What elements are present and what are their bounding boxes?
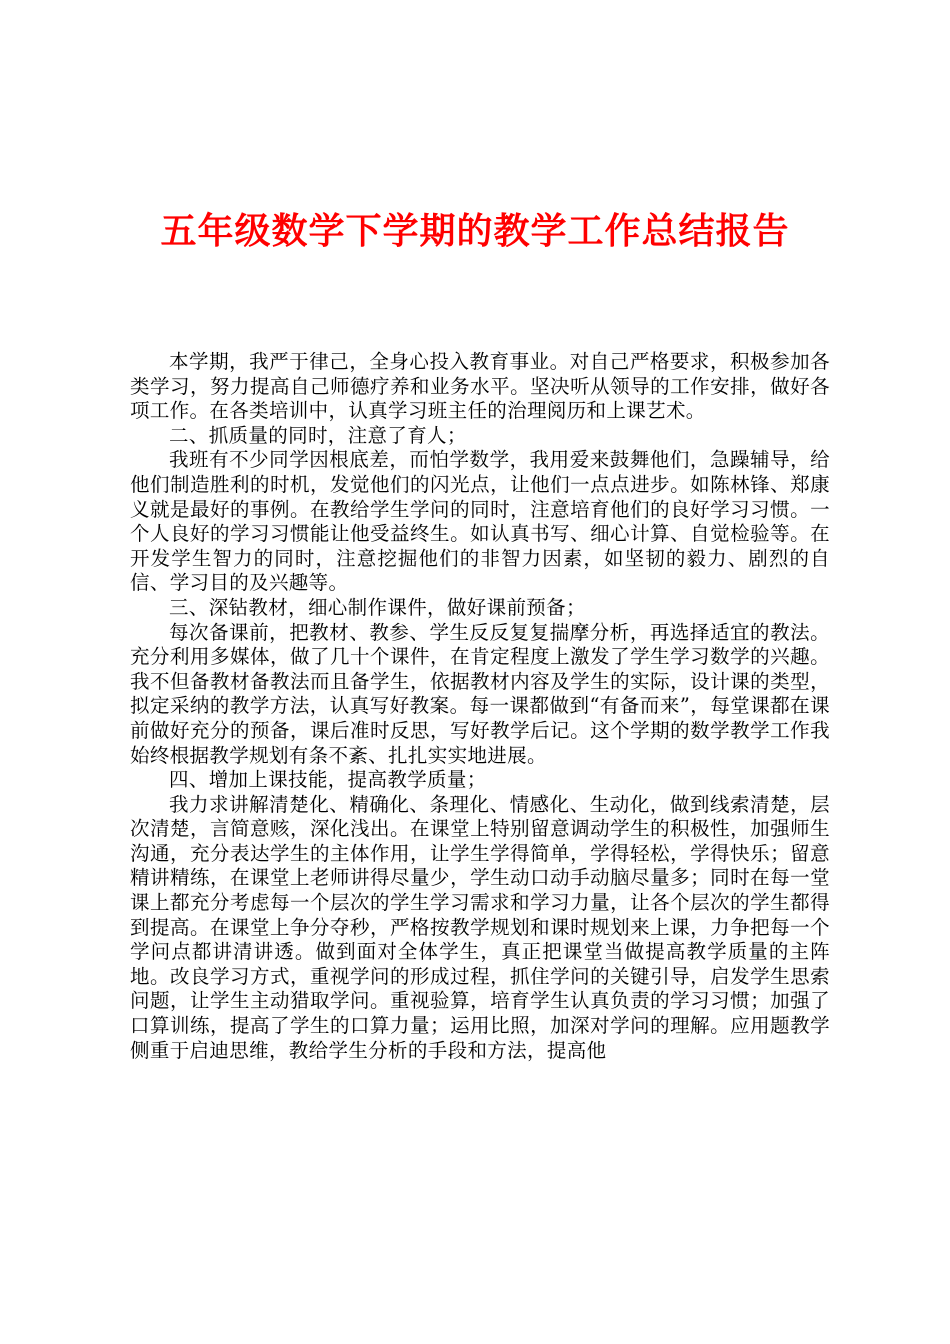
paragraph-section-3: 每次备课前，把教材、教参、学生反反复复揣摩分析，再选择适宜的教法。充分利用多媒体，做了几十个课件，在肯定程度上激发了学生学习数学的兴趣。我不但备教材备教法而且备学生，依据教材内容及学生的实际，设计课的类型，拟定采纳的教学方法，认真写好教案。每一课都做到“有备而来”，每堂课都在课前做好充分的预备，课后准时反思，写好教学后记。这个学期的数学教学工作我始终根据教学规划有条不紊、扎扎实实地进展。 — [130, 620, 830, 767]
document-body — [130, 350, 830, 1063]
paragraph-section-4: 我力求讲解清楚化、精确化、条理化、情感化、生动化，做到线索清楚，层次清楚，言简意赅，深化浅出。在课堂上特别留意调动学生的积极性，加强师生沟通，充分表达学生的主体作用，让学生学得简单，学得轻松，学得快乐；留意精讲精练，在课堂上老师讲得尽量少，学生动口动手动脑尽量多；同时在每一堂课上都充分考虑每一个层次的学生学习需求和学习力量，让各个层次的学生都得到提高。在课堂上争分夺秒，严格按教学规划和课时规划来上课，力争把每一个学问点都讲清讲透。做到面对全体学生，真正把课堂当做提高教学质量的主阵地。改良学习方式，重视学问的形成过程，抓住学问的关键引导，启发学生思索问题，让学生主动猎取学问。重视验算，培育学生认真负责的学习习惯；加强了口算训练，提高了学生的口算力量；运用比照，加深对学问的理解。应用题教学侧重于启迪思维，教给学生分析的手段和方法，提高他 — [130, 792, 830, 1062]
section-heading-4: 四、增加上课技能，提高教学质量； — [169, 768, 487, 792]
document-title: 五年级数学下学期的教学工作总结报告 — [160, 210, 790, 252]
section-heading-3: 三、深钻教材，细心制作课件，做好课前预备； — [169, 595, 586, 619]
section-heading-2: 二、抓质量的同时，注意了育人； — [169, 423, 467, 447]
paragraph-section-2: 我班有不少同学因根底差，而怕学数学，我用爱来鼓舞他们，急躁辅导，给他们制造胜利的时机，发觉他们的闪光点，让他们一点点进步。如陈林锋、郑康义就是最好的事例。在教给学生学问的同时，注意培育他们的良好学习习惯。一个人良好的学习习惯能让他受益终生。如认真书写、细心计算、自觉检验等。在开发学生智力的同时，注意挖掘他们的非智力因素，如坚韧的毅力、剧烈的自信、学习目的及兴趣等。 — [130, 448, 830, 595]
paragraph-intro: 本学期，我严于律己，全身心投入教育事业。对自己严格要求，积极参加各类学习，努力提高自己师德疗养和业务水平。坚决听从领导的工作安排，做好各项工作。在各类培训中，认真学习班主任的治理阅历和上课艺术。 — [130, 350, 830, 423]
